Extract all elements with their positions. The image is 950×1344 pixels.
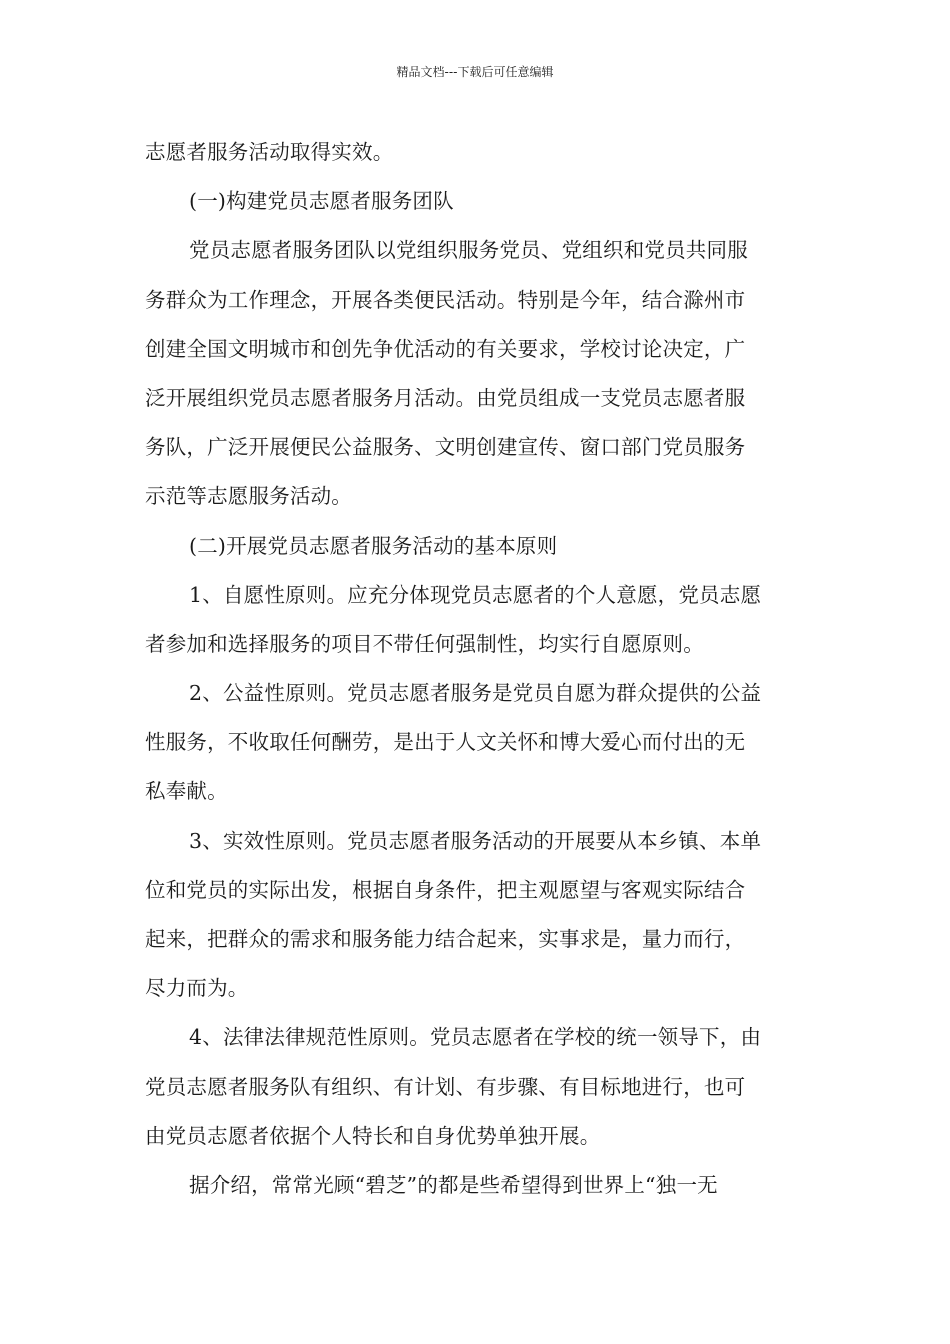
text-line: 由党员志愿者依据个人特长和自身优势单独开展。 bbox=[145, 1123, 601, 1148]
text-line: 者参加和选择服务的项目不带任何强制性，均实行自愿原则。 bbox=[145, 631, 704, 656]
page-header: 精品文档---下载后可任意编辑 bbox=[396, 65, 554, 79]
text-line: 4、法律法律规范性原则。党员志愿者在学校的统一领导下，由 bbox=[189, 1025, 762, 1050]
text-line: 私奉献。 bbox=[145, 779, 228, 804]
text-line: 2、公益性原则。党员志愿者服务是党员自愿为群众提供的公益 bbox=[189, 681, 762, 706]
text-line: 志愿者服务活动取得实效。 bbox=[145, 140, 394, 164]
text-line: 务队，广泛开展便民公益服务、文明创建宣传、窗口部门党员服务 bbox=[145, 435, 746, 460]
text-line: 创建全国文明城市和创先争优活动的有关要求，学校讨论决定，广 bbox=[145, 336, 746, 361]
text-line: 据介绍，常常光顾“碧芝”的都是些希望得到世界上“独一无 bbox=[189, 1172, 718, 1197]
text-line: (二)开展党员志愿者服务活动的基本原则 bbox=[189, 533, 558, 558]
text-line: 1、自愿性原则。应充分体现党员志愿者的个人意愿，党员志愿 bbox=[189, 582, 762, 607]
text-line: 示范等志愿服务活动。 bbox=[145, 484, 352, 509]
document-body bbox=[145, 128, 810, 1210]
text-line: (一)构建党员志愿者服务团队 bbox=[189, 189, 454, 214]
text-line: 党员志愿者服务团队以党组织服务党员、党组织和党员共同服 bbox=[189, 238, 748, 263]
text-line: 3、实效性原则。党员志愿者服务活动的开展要从本乡镇、本单 bbox=[189, 828, 762, 853]
text-line: 尽力而为。 bbox=[145, 976, 249, 1001]
text-line: 务群众为工作理念，开展各类便民活动。特别是今年，结合滁州市 bbox=[145, 287, 746, 312]
text-line: 位和党员的实际出发，根据自身条件，把主观愿望与客观实际结合 bbox=[145, 877, 746, 902]
text-line: 起来，把群众的需求和服务能力结合起来，实事求是，量力而行， bbox=[145, 927, 746, 951]
text-line: 党员志愿者服务队有组织、有计划、有步骤、有目标地进行，也可 bbox=[145, 1074, 746, 1099]
text-line: 泛开展组织党员志愿者服务月活动。由党员组成一支党员志愿者服 bbox=[145, 385, 746, 410]
text-line: 性服务，不收取任何酬劳，是出于人文关怀和博大爱心而付出的无 bbox=[145, 730, 746, 755]
